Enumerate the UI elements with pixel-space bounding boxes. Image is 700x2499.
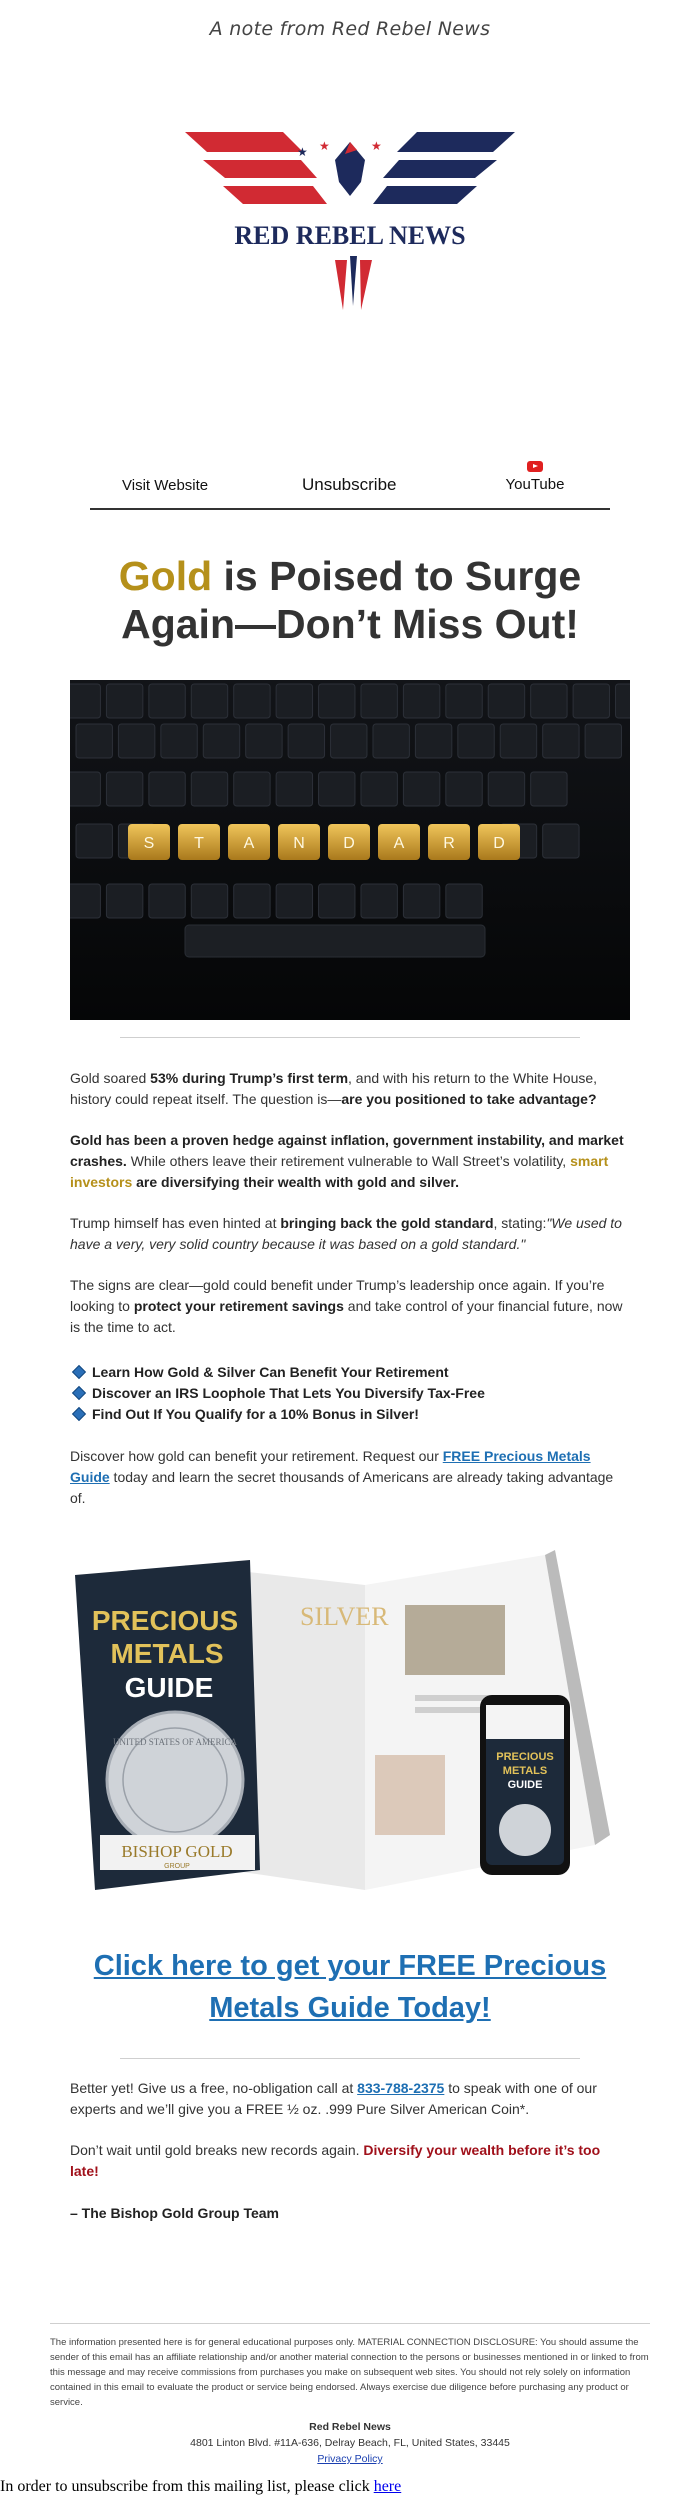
unsubscribe-here-link[interactable]: here bbox=[373, 2478, 402, 2495]
red-rebel-news-logo[interactable] bbox=[185, 120, 515, 310]
keyboard-key bbox=[246, 724, 282, 758]
paragraph-2 bbox=[70, 1130, 630, 1193]
keyboard-key bbox=[149, 684, 185, 718]
text-bold: protect your retirement savings bbox=[133, 1298, 344, 1314]
phone-coin bbox=[499, 1804, 551, 1856]
list-item bbox=[70, 1383, 630, 1404]
text: to speak with one of our experts and we’ll give you a FREE ½ oz. .999 Pure Silver American Coin*. bbox=[70, 2080, 597, 2117]
paragraph-6 bbox=[70, 2078, 630, 2120]
gold-key-letter: A bbox=[243, 835, 255, 852]
keyboard-key bbox=[288, 724, 324, 758]
text: , and with his return to the White House, history could repeat itself. The question is— bbox=[70, 1070, 598, 1107]
star-icon: ★ bbox=[319, 139, 330, 153]
keyboard-key bbox=[161, 724, 197, 758]
text: While others leave their retirement vulnerable to Wall Street’s volatility, bbox=[126, 1153, 571, 1169]
phone-header bbox=[486, 1705, 564, 1739]
keyboard-key bbox=[531, 684, 567, 718]
gold-key-letter: R bbox=[443, 835, 455, 852]
unsubscribe-text: In order to unsubscribe from this mailing list, please click bbox=[0, 2478, 374, 2495]
gold-key-letter: D bbox=[343, 835, 355, 852]
keyboard-key bbox=[403, 684, 439, 718]
keyboard-key bbox=[234, 772, 270, 806]
unsubscribe-link[interactable]: Unsubscribe bbox=[302, 475, 397, 494]
keyboard-key bbox=[488, 684, 524, 718]
keyboard-key bbox=[488, 772, 524, 806]
text: , stating: bbox=[493, 1215, 547, 1231]
keyboard-key bbox=[361, 884, 397, 918]
inner-photo bbox=[405, 1605, 505, 1675]
keyboard-key bbox=[191, 684, 227, 718]
keyboard-key bbox=[106, 684, 142, 718]
keyboard-key bbox=[573, 684, 609, 718]
keyboard-key bbox=[361, 684, 397, 718]
list-item-text: Find Out If You Qualify for a 10% Bonus in Silver! bbox=[92, 1406, 419, 1422]
keyboard-key bbox=[118, 724, 154, 758]
keyboard-key bbox=[616, 684, 630, 718]
signoff: – The Bishop Gold Group Team bbox=[70, 2205, 279, 2221]
cover-title-1: PRECIOUS bbox=[91, 1605, 239, 1636]
keyboard-key bbox=[319, 884, 355, 918]
gold-key-letter: N bbox=[293, 835, 305, 852]
keyboard-key bbox=[149, 772, 185, 806]
text-bold: are you positioned to take advantage? bbox=[341, 1091, 597, 1107]
wing-stripe bbox=[185, 132, 303, 152]
keyboard-key bbox=[446, 684, 482, 718]
spacebar bbox=[185, 925, 485, 957]
silver-coin bbox=[107, 1712, 243, 1848]
list-item bbox=[70, 1362, 630, 1383]
tail-feather bbox=[350, 256, 357, 306]
paragraph-1 bbox=[70, 1068, 630, 1110]
youtube-icon bbox=[527, 461, 543, 472]
wing-stripe bbox=[223, 186, 327, 204]
phone-title-1: PRECIOUS bbox=[496, 1751, 554, 1763]
text: Discover how gold can benefit your retirement. Request our bbox=[70, 1448, 443, 1464]
phone-title-2: METALS bbox=[502, 1765, 548, 1777]
cover-title-2: METALS bbox=[110, 1638, 224, 1669]
keyboard-key bbox=[531, 772, 567, 806]
youtube-link[interactable] bbox=[505, 461, 565, 493]
divider bbox=[50, 2323, 650, 2324]
paragraph-3 bbox=[70, 1213, 630, 1255]
keyboard-key bbox=[106, 884, 142, 918]
keyboard-key bbox=[234, 684, 270, 718]
keyboard-key bbox=[76, 724, 112, 758]
inner-photo bbox=[375, 1755, 445, 1835]
phone-title-3: GUIDE bbox=[507, 1779, 543, 1791]
keyboard-key bbox=[458, 724, 494, 758]
keyboard-key bbox=[361, 772, 397, 806]
footer-address: 4801 Linton Blvd. #11A-636, Delray Beach, FL, United States, 33445 bbox=[190, 2437, 510, 2449]
diamond-icon bbox=[72, 1386, 86, 1400]
wing-stripe bbox=[203, 160, 317, 178]
wing-stripe bbox=[397, 132, 515, 152]
free-guide-cta-link[interactable] bbox=[70, 1945, 630, 2029]
keyboard-key bbox=[543, 724, 579, 758]
header-note: A note from Red Rebel News bbox=[209, 18, 491, 40]
text-bold: are diversifying their wealth with gold and silver. bbox=[132, 1174, 460, 1190]
coin-text: UNITED STATES OF AMERICA bbox=[112, 1737, 238, 1747]
benefit-list bbox=[70, 1362, 630, 1425]
diamond-icon bbox=[72, 1365, 86, 1379]
list-item bbox=[70, 1404, 630, 1425]
text: Better yet! Give us a free, no-obligation call at bbox=[70, 2080, 358, 2096]
divider bbox=[120, 1037, 580, 1038]
text-bold: 53% during Trump’s first term bbox=[150, 1070, 349, 1086]
disclaimer: The information presented here is for general educational purposes only. MATERIAL CONNECTION DISCLOSURE: You should assume the sender of this email has an affiliate relationship and/or another material connection to the persons or businesses mentioned in or linked to from this message and may receive commissions from purchases you make on subsequent web sites. You should not rely solely on information contained in this email to evaluate the product or service being endorsed. Always exercise due diligence before purchasing any product or service. bbox=[50, 2337, 649, 2408]
star-icon: ★ bbox=[297, 145, 308, 159]
keyboard-key bbox=[276, 684, 312, 718]
keyboard-key bbox=[276, 884, 312, 918]
list-item-text: Discover an IRS Loophole That Lets You Diversify Tax-Free bbox=[92, 1385, 485, 1401]
keyboard-key bbox=[191, 884, 227, 918]
divider bbox=[120, 2058, 580, 2059]
trump-quote: "We used to have a very, very solid country because it was based on a gold standard." bbox=[70, 1215, 622, 1252]
gold-key-letter: D bbox=[493, 835, 505, 852]
keyboard-key bbox=[106, 772, 142, 806]
keyboard-key bbox=[203, 724, 239, 758]
brand-sub: GROUP bbox=[164, 1863, 190, 1870]
keyboard-key bbox=[415, 724, 451, 758]
gold-key-letter: T bbox=[194, 835, 204, 852]
keyboard-key bbox=[585, 724, 621, 758]
footer-company-name: Red Rebel News bbox=[309, 2421, 391, 2433]
text-bold: bringing back the gold standard bbox=[280, 1215, 494, 1231]
free-guide-link[interactable]: FREE Precious Metals Guide bbox=[70, 1448, 591, 1485]
keyboard-key bbox=[331, 724, 367, 758]
paragraph-5 bbox=[70, 1446, 630, 1509]
precious-metals-guide-image[interactable] bbox=[75, 1545, 630, 1905]
inner-title: SILVER bbox=[300, 1602, 389, 1631]
keyboard-key bbox=[191, 772, 227, 806]
wing-stripe bbox=[373, 186, 477, 204]
text: Don’t wait until gold breaks new records again. bbox=[70, 2142, 364, 2158]
visit-website-link[interactable]: Visit Website bbox=[122, 477, 209, 494]
tail-feather bbox=[360, 260, 372, 310]
cta-line-2: Metals Guide Today! bbox=[209, 1992, 491, 2024]
keyboard-key bbox=[500, 724, 536, 758]
text: today and learn the secret thousands of Americans are already taking advantage of. bbox=[70, 1469, 614, 1506]
headline-line2: Again—Don’t Miss Out! bbox=[121, 601, 579, 647]
smart-investors-highlight: smart investors bbox=[70, 1153, 609, 1190]
list-item-text: Learn How Gold & Silver Can Benefit Your Retirement bbox=[92, 1364, 449, 1380]
keyboard-key bbox=[319, 772, 355, 806]
text: Trump himself has even hinted at bbox=[70, 1215, 281, 1231]
star-icon: ★ bbox=[371, 139, 382, 153]
text: The signs are clear—gold could benefit under Trump’s leadership once again. If you’re looking to bbox=[70, 1277, 605, 1314]
keyboard-key bbox=[446, 884, 482, 918]
privacy-policy-link[interactable]: Privacy Policy bbox=[317, 2453, 383, 2465]
cover-title-3: GUIDE bbox=[124, 1672, 214, 1703]
keyboard-key bbox=[403, 772, 439, 806]
keyboard-hero-image bbox=[70, 680, 630, 1020]
keyboard-key bbox=[76, 824, 112, 858]
headline-gold-word: Gold bbox=[118, 553, 213, 599]
keyboard-key bbox=[276, 772, 312, 806]
page-title bbox=[0, 552, 700, 648]
text: Gold soared bbox=[70, 1070, 151, 1086]
keyboard-key bbox=[149, 884, 185, 918]
keyboard-key bbox=[446, 772, 482, 806]
headline-line1: is Poised to Surge bbox=[212, 553, 582, 599]
text-bold: Gold has been a proven hedge against inflation, government instability, and market crashes. bbox=[70, 1132, 624, 1169]
top-nav bbox=[90, 455, 610, 510]
keyboard-key bbox=[234, 884, 270, 918]
youtube-label: YouTube bbox=[505, 476, 565, 493]
unsubscribe-line bbox=[0, 2478, 401, 2496]
keyboard-key bbox=[319, 684, 355, 718]
phone-number-link[interactable]: 833-788-2375 bbox=[357, 2080, 445, 2096]
keyboard-key bbox=[70, 684, 100, 718]
gold-key-letter: S bbox=[143, 835, 155, 852]
keyboard-key bbox=[403, 884, 439, 918]
paragraph-7 bbox=[70, 2140, 630, 2182]
logo-brand-text: RED REBEL NEWS bbox=[234, 221, 466, 250]
gold-key-letter: A bbox=[393, 835, 405, 852]
urgent-text: Diversify your wealth before it’s too late! bbox=[70, 2142, 601, 2179]
keyboard-key bbox=[373, 724, 409, 758]
cta-line-1: Click here to get your FREE Precious bbox=[93, 1950, 607, 1982]
keyboard-key bbox=[70, 884, 100, 918]
keyboard-key bbox=[70, 772, 100, 806]
tail-feather bbox=[335, 260, 347, 310]
diamond-icon bbox=[72, 1407, 86, 1421]
keyboard-key bbox=[543, 824, 579, 858]
text: and take control of your financial future, now is the time to act. bbox=[70, 1298, 623, 1335]
brand-name: BISHOP GOLD bbox=[121, 1842, 233, 1861]
wing-stripe bbox=[383, 160, 497, 178]
paragraph-4 bbox=[70, 1275, 630, 1338]
